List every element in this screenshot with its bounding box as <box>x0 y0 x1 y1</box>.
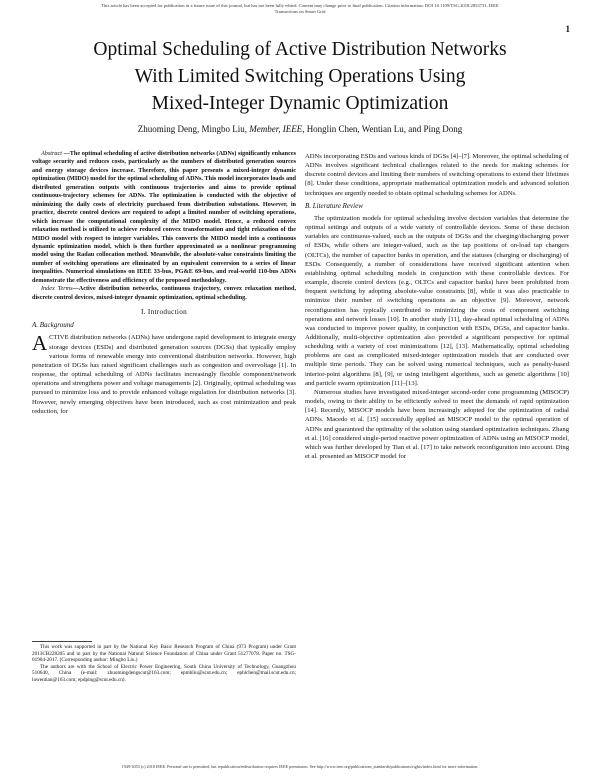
footnotes <box>32 644 296 684</box>
banner-line-2: Transactions on Smart Grid <box>274 9 326 14</box>
abstract <box>32 150 296 285</box>
drop-cap: A <box>32 331 48 356</box>
page-number: 1 <box>565 24 570 34</box>
authors-part-2: , Honglin Chen, Wentian Lu, and Ping Dong <box>302 124 463 134</box>
background-text: CTIVE distribution networks (ADNs) have undergone rapid development to integrate energy storage devices (ESDs) and distributed generation sources (DGSs) that typically employ various forms of renewable energy into conventional distribution networks. However, high penetration of DGSs has raised significant challenges such as congestion and overvoltage [1]. In response, the optimal scheduling of ADNs facilitates increasingly flexible component/network operations and strengthens power and voltage managements [2]. Originally, optimal scheduling was pursued to minimize loss and to provide enhanced voltage regulation for distribution networks [3]. However, newly emerging objectives have been introduced, such as cost minimization and peak reduction, for <box>32 334 296 415</box>
affiliation-footnote: The authors are with the School of Electric Power Engineering, South China University of Technology, Guangzhou 510640, China (e-mail: zhuomingdengscut@163.com; epmbliu@scut.edu.cn; ephlchen@mail.scut.edu.cn; luwentian@163.com; epdping@scut.edu.cn). <box>32 663 296 683</box>
authors-membership: Member, IEEE <box>249 124 303 134</box>
paper-title <box>40 36 560 117</box>
subsection-heading-background: A. Background <box>32 321 74 330</box>
authors-part-1: Zhuoming Deng, Mingbo Liu, <box>137 124 250 134</box>
bottom-banner: 1949-3053 (c) 2018 IEEE. Personal use is permitted, but republication/redistribution requires IEEE permission. See http://www.ieee.org/publications_standards/publications/rights/index.html for more information. <box>121 764 479 769</box>
author-list <box>40 123 560 135</box>
title-line-2: With Limited Switching Operations Using <box>134 66 466 87</box>
title-line-3: Mixed-Integer Dynamic Optimization <box>151 93 449 114</box>
index-terms <box>32 285 296 302</box>
funding-footnote: This work was supported in part by the National Key Basic Research Program of China (973 Program) under Grant 2013CB228205 and in part by the National Natural Science Foundation of China under Grant 51277078. Paper no. TSG-01904-2017. (Corresponding author: Mingbo Liu.) <box>32 644 296 664</box>
section-heading-introduction: I. Introduction <box>140 308 188 317</box>
footnote-divider <box>32 641 92 642</box>
subsection-heading-literature-review: B. Literature Review <box>305 201 363 210</box>
index-terms-label: Index Terms <box>41 285 73 293</box>
index-terms-text: —Active distribution networks, continuous trajectory, convex relaxation method, discrete control devices, mixed-integer dynamic optimization, optimal scheduling. <box>32 285 296 301</box>
right-paragraph-2: The optimization models for optimal scheduling involve decision variables that determine the optimal settings and outputs of a wide variety of controllable devices. Some of these decision variables are continuous-valued, such as the outputs of DGSs and the charging/discharging power of ESDs, while others are integer-valued, such as the tap positions of on-load tap changers (OLTCs), the number of capacitor banks in operation, and the statuses (charging or discharging) of ESDs. Consequently, a number of considerations have received significant attention when establishing optimal scheduling models in conjunction with these controllable devices. For example, discrete control devices (e.g., OLTCs and capacitor banks) have been prohibited from frequent switching by adopting absolute-value constraints [8], while it was also practicable to minimize their number of switching operations as an objective [9]. Moreover, network reconfiguration has typically contributed to minimizing the costs of component switching operations and network losses [10]. In another study [11], day-ahead optimal scheduling of ADNs was conducted to improve power quality, in conjunction with ESDs, DGSs, and capacitor banks. Additionally, multi-objective optimization also provided a significant perspective for optimal scheduling with a variety of cost minimizations [12], [13]. Mathematically, optimal scheduling problems are cast as complicated mixed-integer optimization models that are conducted over multiple time periods. They can be solved using numerical techniques, such as penalty-based interior-point algorithms [8], [9], or using intelligent algorithms, such as genetic algorithms [10] and particle swarm optimization [11]–[13]. <box>305 214 569 387</box>
right-paragraph-1: ADNs incorporating ESDs and various kinds of DGSs [4]–[7]. Moreover, the optimal scheduling of ADNs involves significant technical challenges related to the needs for making schemes for discrete control devices and limiting their numbers of switching operations to extend their lifetimes [8]. Under these conditions, appropriate mathematical optimization models and advanced solution techniques are urgently needed to obtain optimal scheduling schemes for ADNs. <box>305 153 569 197</box>
background-paragraph <box>32 333 296 415</box>
abstract-label: Abstract <box>41 150 62 157</box>
top-banner <box>30 3 570 15</box>
right-column <box>305 152 569 461</box>
abstract-text: —The optimal scheduling of active distribution networks (ADNs) significantly enhances voltage security and reduces costs, particularly as the numbers of distributed generation sources and energy storage devices increase. Therefore, this paper presents a mixed-integer dynamic optimization (MIDO) model for the optimal scheduling of ADNs. This model incorporates loads and distributed generation outputs with continuous trajectories and aims to provide optimal continuous-trajectory schemes for ADNs. The optimization is conducted with the objective of minimizing the daily costs of electricity purchased from distribution substations. However, in practice, discrete control devices are required to adopt a limited number of switching operations, which increase the computational complexity of the MIDO model. Hence, a reduced convex relaxation method is utilized to achieve reduced convex transformation and tight relaxation of the MIDO model with respect to integer variables. This converts the MIDO model into a continuous dynamic optimization model, which is then further approximated as a nonlinear programming model using the Radau collocation method. Meanwhile, the absolute-value constraints limiting the number of switching operations are eliminated by an equivalent conversion to a series of linear inequalities. Numerical simulations on IEEE 33-bus, PG&E 69-bus, and real-world 110-bus ADNs demonstrate the effectiveness and efficiency of the proposed methodology. <box>32 150 296 284</box>
title-line-1: Optimal Scheduling of Active Distribution Networks <box>93 39 507 60</box>
banner-line-1: This article has been accepted for publication in a future issue of this journal, but has not been fully edited. Content may change prior to final publication. Citation information: DOI 10.1109/TSG.2018.2853731, IEEE <box>101 3 499 8</box>
left-column <box>32 150 296 416</box>
right-paragraph-3: Numerous studies have investigated mixed-integer second-order cone programming (MISOCP) models, owing to their ability to be efficiently solved to meet the demands of rapid optimization [14]. Recently, MISOCP models have been increasingly adopted for the optimization of radial ADNs. Macedo et al. [15] successfully applied an MISOCP model to the optimal operation of ADNs and guaranteed the optimality of the solution using standard optimization techniques. Zhang et al. [16] considered single-period reactive power optimization of ADNs using an MISOCP model, which was further developed by Tian et al. [17] to take network reconfiguration into account. Ding et al. presented an MISOCP model for <box>305 388 569 460</box>
